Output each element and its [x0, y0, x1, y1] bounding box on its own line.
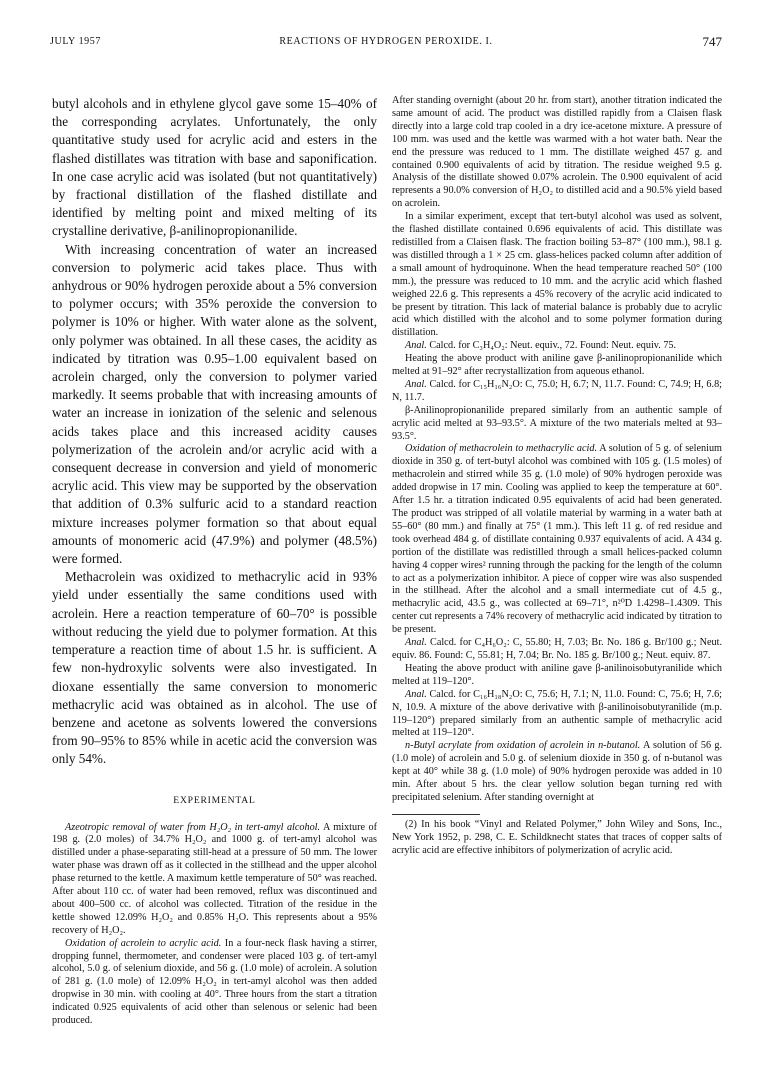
experimental-paragraph [392, 211, 722, 340]
body-paragraph: With increasing concentration of water an increased conversion to polymeric acid takes place. Thus with anhydrous or 90% hydrogen peroxide about a 5% conversion to polymer occurs; with 35% peroxide the conversion to polymer is 10% or higher. With water alone as the solvent, only polymer was obtained. In all these cases, the acidity as indicated by titration was 0.95–1.00 equivalent based on acrolein charged, only the conversion to polymer varied markedly. It seems probable that with increasing amounts of water an increase in ionization of the selenic and selenous acids takes place and this increased acidity causes polymerization of the acrolein and/or acrylic acid with a consequent decrease in conversion and yield of monomeric acrylic acid. This view may be supported by the observation that addition of 0.3% sulfuric acid to a standard reaction mixture increases polymer formation so that about equal amounts of monomeric acid (47.9%) and polymer (48.5%) were formed. [52, 241, 377, 567]
body-paragraph: Methacrolein was oxidized to methacrylic acid in 93% yield under essentially the same conditions used with acrolein. Here a reaction temperature of 60–70° is possible without reducing the yield due to polymer formation. At this temperature a reaction time of about 1.5 hr. is sufficient. A few non-hydroxylic solvents were also investigated. In dioxane essentially the same conversion to monomeric methacrylic acid was obtained as in alcohol. The use of benzene and acetone as solvents lowered the conversions from 90–95% to 85% while in acetic acid the conversion was only 54%. [52, 569, 377, 767]
experimental-text: In a four-neck flask having a stirrer, dropping funnel, thermometer, and condenser were placed 103 g. of tert-amyl alcohol, 5.0 g. of selenium dioxide, and 56 g. (1.0 mole) of acrolein. A solution of 281 g. (1.0 mole) of 12.09% H₂O₂ in tert-amyl alcohol was then added dropwise in 30 min. with cooling at 40°. Three hours from the start a titration indicated 0.925 equivalents of acid other than selenous or selenic had been produced. [52, 937, 377, 1027]
header-date: JULY 1957 [50, 36, 101, 47]
paragraph-text: Heating the above product with aniline gave β-anilinoisobutyranilide which melted at 119–120°. [392, 662, 722, 687]
paragraph-text: In a similar experiment, except that tert-butyl alcohol was used as solvent, the flashed distillate contained 0.696 equivalents of acid. This distillate was redistilled from a Claisen flask. The fraction boiling 53–87° (100 mm.), 98.1 g. was distilled through a 1 × 25 cm. glass-helices packed column after addition of a small amount of hydroquinone. When the head temperature reached 50° (100 mm.), the pressure was reduced to 10 mm. and the acrylic acid which flashed weighed 22.6 g. This represents a 45% recovery of the acrylic acid indicated to be present by titration. This lack of material balance is probably due to acrylic acid which distilled with the alcohol and to some polymer formation during distillation. [392, 211, 722, 339]
experimental-subheading: Azeotropic removal of water from H₂O₂ in tert-amyl alcohol. [65, 821, 321, 833]
paragraph-text: A solution of 56 g. (1.0 mole) of acrolein and 5.0 g. of selenium dioxide in 350 g. of n-butanol was kept at 40° while 38 g. (1.0 mole) of 90% hydrogen peroxide was added in 10 min. After about 5 hrs. the clear yellow solution began turning red with precipitated selenium. After standing overnight at [392, 740, 722, 803]
footnote-divider [392, 814, 480, 815]
experimental-paragraph [392, 95, 722, 211]
running-header [50, 34, 722, 50]
analysis-paragraph [392, 340, 722, 353]
footnote: (2) In his book “Vinyl and Related Polymer,” John Wiley and Sons, Inc., New York 1952, p. 298, C. E. Schildknecht states that traces of copper salts of acrylic acid are effective inhibitors of polymerization of acrylic acid. [392, 818, 722, 856]
analysis-paragraph [392, 689, 722, 741]
left-column [52, 95, 377, 1028]
experimental-paragraph [392, 353, 722, 379]
analysis-label: Anal. [405, 378, 427, 390]
experimental-paragraph [52, 938, 377, 1028]
paragraph-text: Calcd. for C₁₆H₁₈N₂O: C, 75.6; H, 7.1; N, 11.0. Found: C, 75.6; H, 7.6; N, 10.9. A mixture of the above derivative with β-anilinoisobutyranilide (m.p. 119–120°) prepared similarly from an authentic sample of methacrylic acid melted at 119–120°. [392, 688, 722, 739]
experimental-text: A mixture of 198 g. (2.0 moles) of 34.7% H₂O₂ and 1000 g. of tert-amyl alcohol was distilled under a phase-separating still-head at a pressure of 50 mm. The lower water phase was drawn off as it collected in the stillhead and the upper alcohol phase returned to the kettle. A maximum kettle temperature of 50° was reached. After about 110 cc. of water had been removed, reflux was discontinued and about 400–500 cc. of alcohol was collected. Titration of the residue in the kettle showed 12.09% H₂O₂ and 0.85% H₂O. This represents about a 95% recovery of H₂O₂. [52, 821, 377, 936]
experimental-paragraph [392, 663, 722, 689]
body-paragraph: butyl alcohols and in ethylene glycol gave some 15–40% of the corresponding acrylates. Unfortunately, the only quantitative study used for acrylic acid and esters in the flashed distillates was titration with base and saponification. In one case acrylic acid was isolated (but not quantitatively) by fractional distillation of the flashed distillate and identified by melting point and mixed melting of its crystalline derivative, β-anilinopropionanilide. [52, 96, 377, 239]
experimental-subheading: Oxidation of methacrolein to methacrylic acid. [405, 443, 598, 455]
experimental-paragraph [52, 822, 377, 938]
section-heading-experimental: EXPERIMENTAL [173, 794, 256, 806]
right-column [392, 95, 722, 858]
analysis-paragraph [392, 637, 722, 663]
paragraph-text: After standing overnight (about 20 hr. from start), another titration indicated the same amount of acid. The product was distilled rapidly from a Claisen flask directly into a large cold trap cooled in a dry ice-acetone mixture. A pressure of 100 mm. was used and the kettle was warmed with a hot water bath. Near the end the pressure was reduced to 1 mm. The distillate weighed 457 g. and contained 0.900 equivalents of acid by titration. The residue weighed 9.5 g. Analysis of the distillate showed 0.07% acrolein. The 0.900 equivalent of acid represents a 90.0% conversion of H₂O₂ to distilled acid and a 90.5% yield based on acrolein. [392, 95, 722, 210]
experimental-subheading: n-Butyl acrylate from oxidation of acrolein in n-butanol. [405, 740, 641, 752]
analysis-label: Anal. [405, 637, 427, 649]
header-title: REACTIONS OF HYDROGEN PEROXIDE. I. [279, 36, 493, 47]
paragraph-text: A solution of 5 g. of selenium dioxide in 350 g. of tert-butyl alcohol was combined with 105 g. (1.5 moles) of methacrolein and stirred while 35 g. (1.0 mole) of 90% hydrogen peroxide was added dropwise in 17 min. Cooling was applied to keep the temperature at 60°. After 1.5 hr. a titration indicated 0.95 equivalents of acid had been generated. The product was stripped of all volatile material by warming in a water bath at 55–60° (80 mm.) and finally at 75° (1 mm.). This left 11 g. of red residue and took overhead 484 g. of distillate containing 0.937 equivalents of acid. A 434 g. portion of the distillate was redistilled through a small helices-packed column having 4 copper wires² running through the packing for the length of the column to act as a polymerization inhibitor. A piece of copper wire was also suspended in the stillhead. After the alcohol and a small intermediate cut of 4.5 g., methacrylic acid, 43.5 g., was collected at 69–71°, n²⁰D 1.4298–1.4309. This center cut represents a 74% recovery of methacrylic acid indicated by titration to be present. [392, 443, 722, 636]
analysis-label: Anal. [405, 340, 427, 352]
experimental-subheading: Oxidation of acrolein to acrylic acid. [65, 937, 222, 949]
paragraph-text: β-Anilinopropionanilide prepared similarly from an authentic sample of acrylic acid melted at 93–93.5°. A mixture of the two materials melted at 93–93.5°. [392, 404, 722, 442]
experimental-paragraph [392, 405, 722, 444]
experimental-paragraph [392, 443, 722, 637]
paragraph-text: Calcd. for C₄H₆O₂: C, 55.80; H, 7.03; Br. No. 186 g. Br/100 g.; Neut. equiv. 86. Found: C, 55.81; H, 7.04; Br. No. 185 g. Br/100 g.; Neut. equiv. 87. [392, 637, 722, 661]
paragraph-text: Calcd. for C₃H₄O₂: Neut. equiv., 72. Found: Neut. equiv. 75. [426, 340, 677, 352]
paragraph-text: Heating the above product with aniline gave β-anilinopropionanilide which melted at 91–92° after recrystallization from aqueous ethanol. [392, 353, 722, 378]
paragraph-text: Calcd. for C₁₅H₁₆N₂O: C, 75.0; H, 6.7; N, 11.7. Found: C, 74.9; H, 6.8; N, 11.7. [392, 378, 722, 403]
experimental-paragraph [392, 740, 722, 805]
analysis-label: Anal. [405, 688, 427, 700]
analysis-paragraph [392, 379, 722, 405]
page-number: 747 [702, 34, 722, 49]
